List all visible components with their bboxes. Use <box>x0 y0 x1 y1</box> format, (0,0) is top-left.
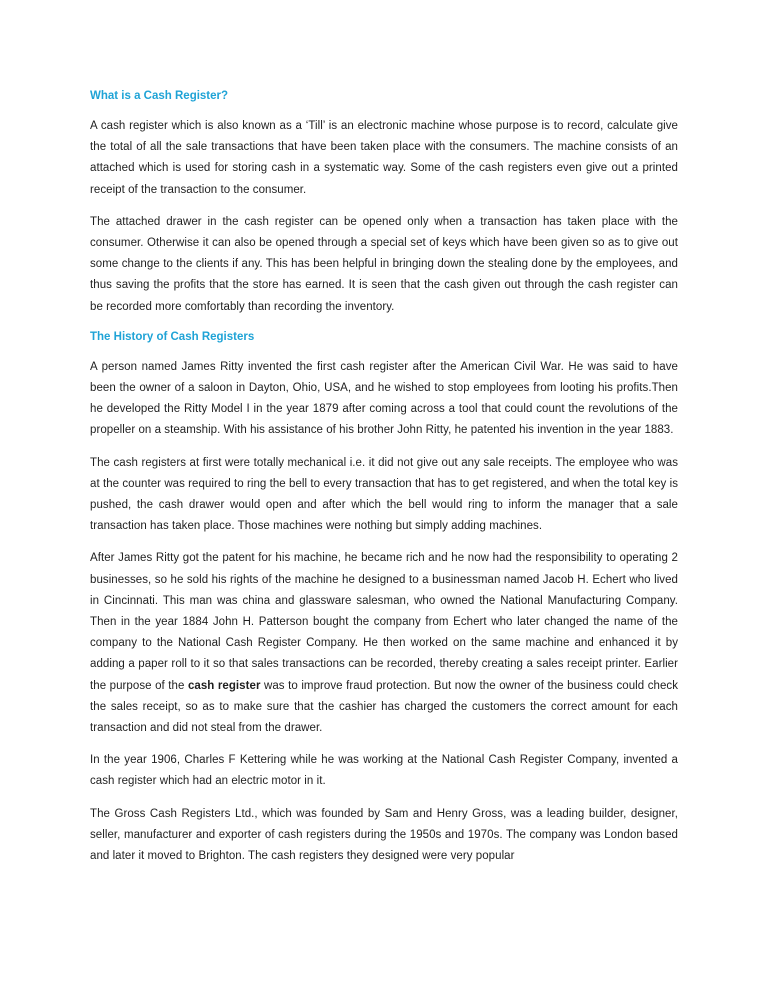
bold-term-cash-register: cash register <box>187 679 261 692</box>
heading-what-is-cash-register: What is a Cash Register? <box>90 90 229 102</box>
paragraph-definition: A cash register which is also known as a ‘Till’ is an electronic machine whose purpose is to record, calculate give the total of all the sale transactions that have been taken place with the consumers. The machine consists of an attached which is used for storing cash in a systematic way. Some of the cash registers even give out a printed receipt of the transaction to the consumer. <box>90 120 678 196</box>
paragraph-gross: The Gross Cash Registers Ltd., which was founded by Sam and Henry Gross, was a leading builder, designer, seller, manufacturer and exporter of cash registers during the 1950s and 1970s. The company was London based and later it moved to Brighton. The cash registers they designed were very popular <box>90 807 678 863</box>
paragraph-patterson <box>90 548 678 739</box>
paragraph-kettering: In the year 1906, Charles F Kettering while he was working at the National Cash Register Company, invented a cash register which had an electric motor in it. <box>90 754 678 788</box>
paragraph-patterson-part2: was to improve fraud protection. But now the owner of the business could check the sales receipt, so as to make sure that the cashier has charged the customers the correct amount for each transaction and did not steal from the drawer. <box>90 679 679 735</box>
paragraph-mechanical: The cash registers at first were totally mechanical i.e. it did not give out any sale receipts. The employee who was at the counter was required to ring the bell to every transaction that has to get registered, and when the total key is pushed, the cash drawer would open and after which the bell would ring to inform the manager that a sale transaction has taken place. Those machines were nothing but simply adding machines. <box>90 456 678 533</box>
paragraph-patterson-part1: After James Ritty got the patent for his machine, he became rich and he now had the responsibility to operating 2 businesses, so he sold his rights of the machine he designed to a businessman named Jacob H. Echert who lived in Cincinnati. This man was china and glassware salesman, who owned the National Manufacturing Company. Then in the year 1884 John H. Patterson bought the company from Echert who later changed the name of the company to the National Cash Register Company. He then worked on the same machine and enhanced it by adding a paper roll to it so that sales transactions can be recorded, thereby creating a sales receipt printer. Earlier the purpose of the <box>90 552 678 692</box>
document-page <box>90 88 678 878</box>
heading-history: The History of Cash Registers <box>90 330 255 343</box>
paragraph-drawer: The attached drawer in the cash register can be opened only when a transaction has taken place with the consumer. Otherwise it can also be opened through a special set of keys which have been given so as to give out some change to the clients if any. This has been helpful in bringing down the stealing done by the employees, and thus saving the profits that the store has earned. It is seen that the cash given out through the cash register can be recorded more comfortably than recording the inventory. <box>90 215 678 313</box>
paragraph-james-ritty: A person named James Ritty invented the first cash register after the American Civil War. He was said to have been the owner of a saloon in Dayton, Ohio, USA, and he wished to stop employees from looting his profits.Then he developed the Ritty Model I in the year 1879 after coming across a tool that could count the revolutions of the propeller on a steamship. With his assistance of his brother John Ritty, he patented his invention in the year 1883. <box>90 360 678 437</box>
